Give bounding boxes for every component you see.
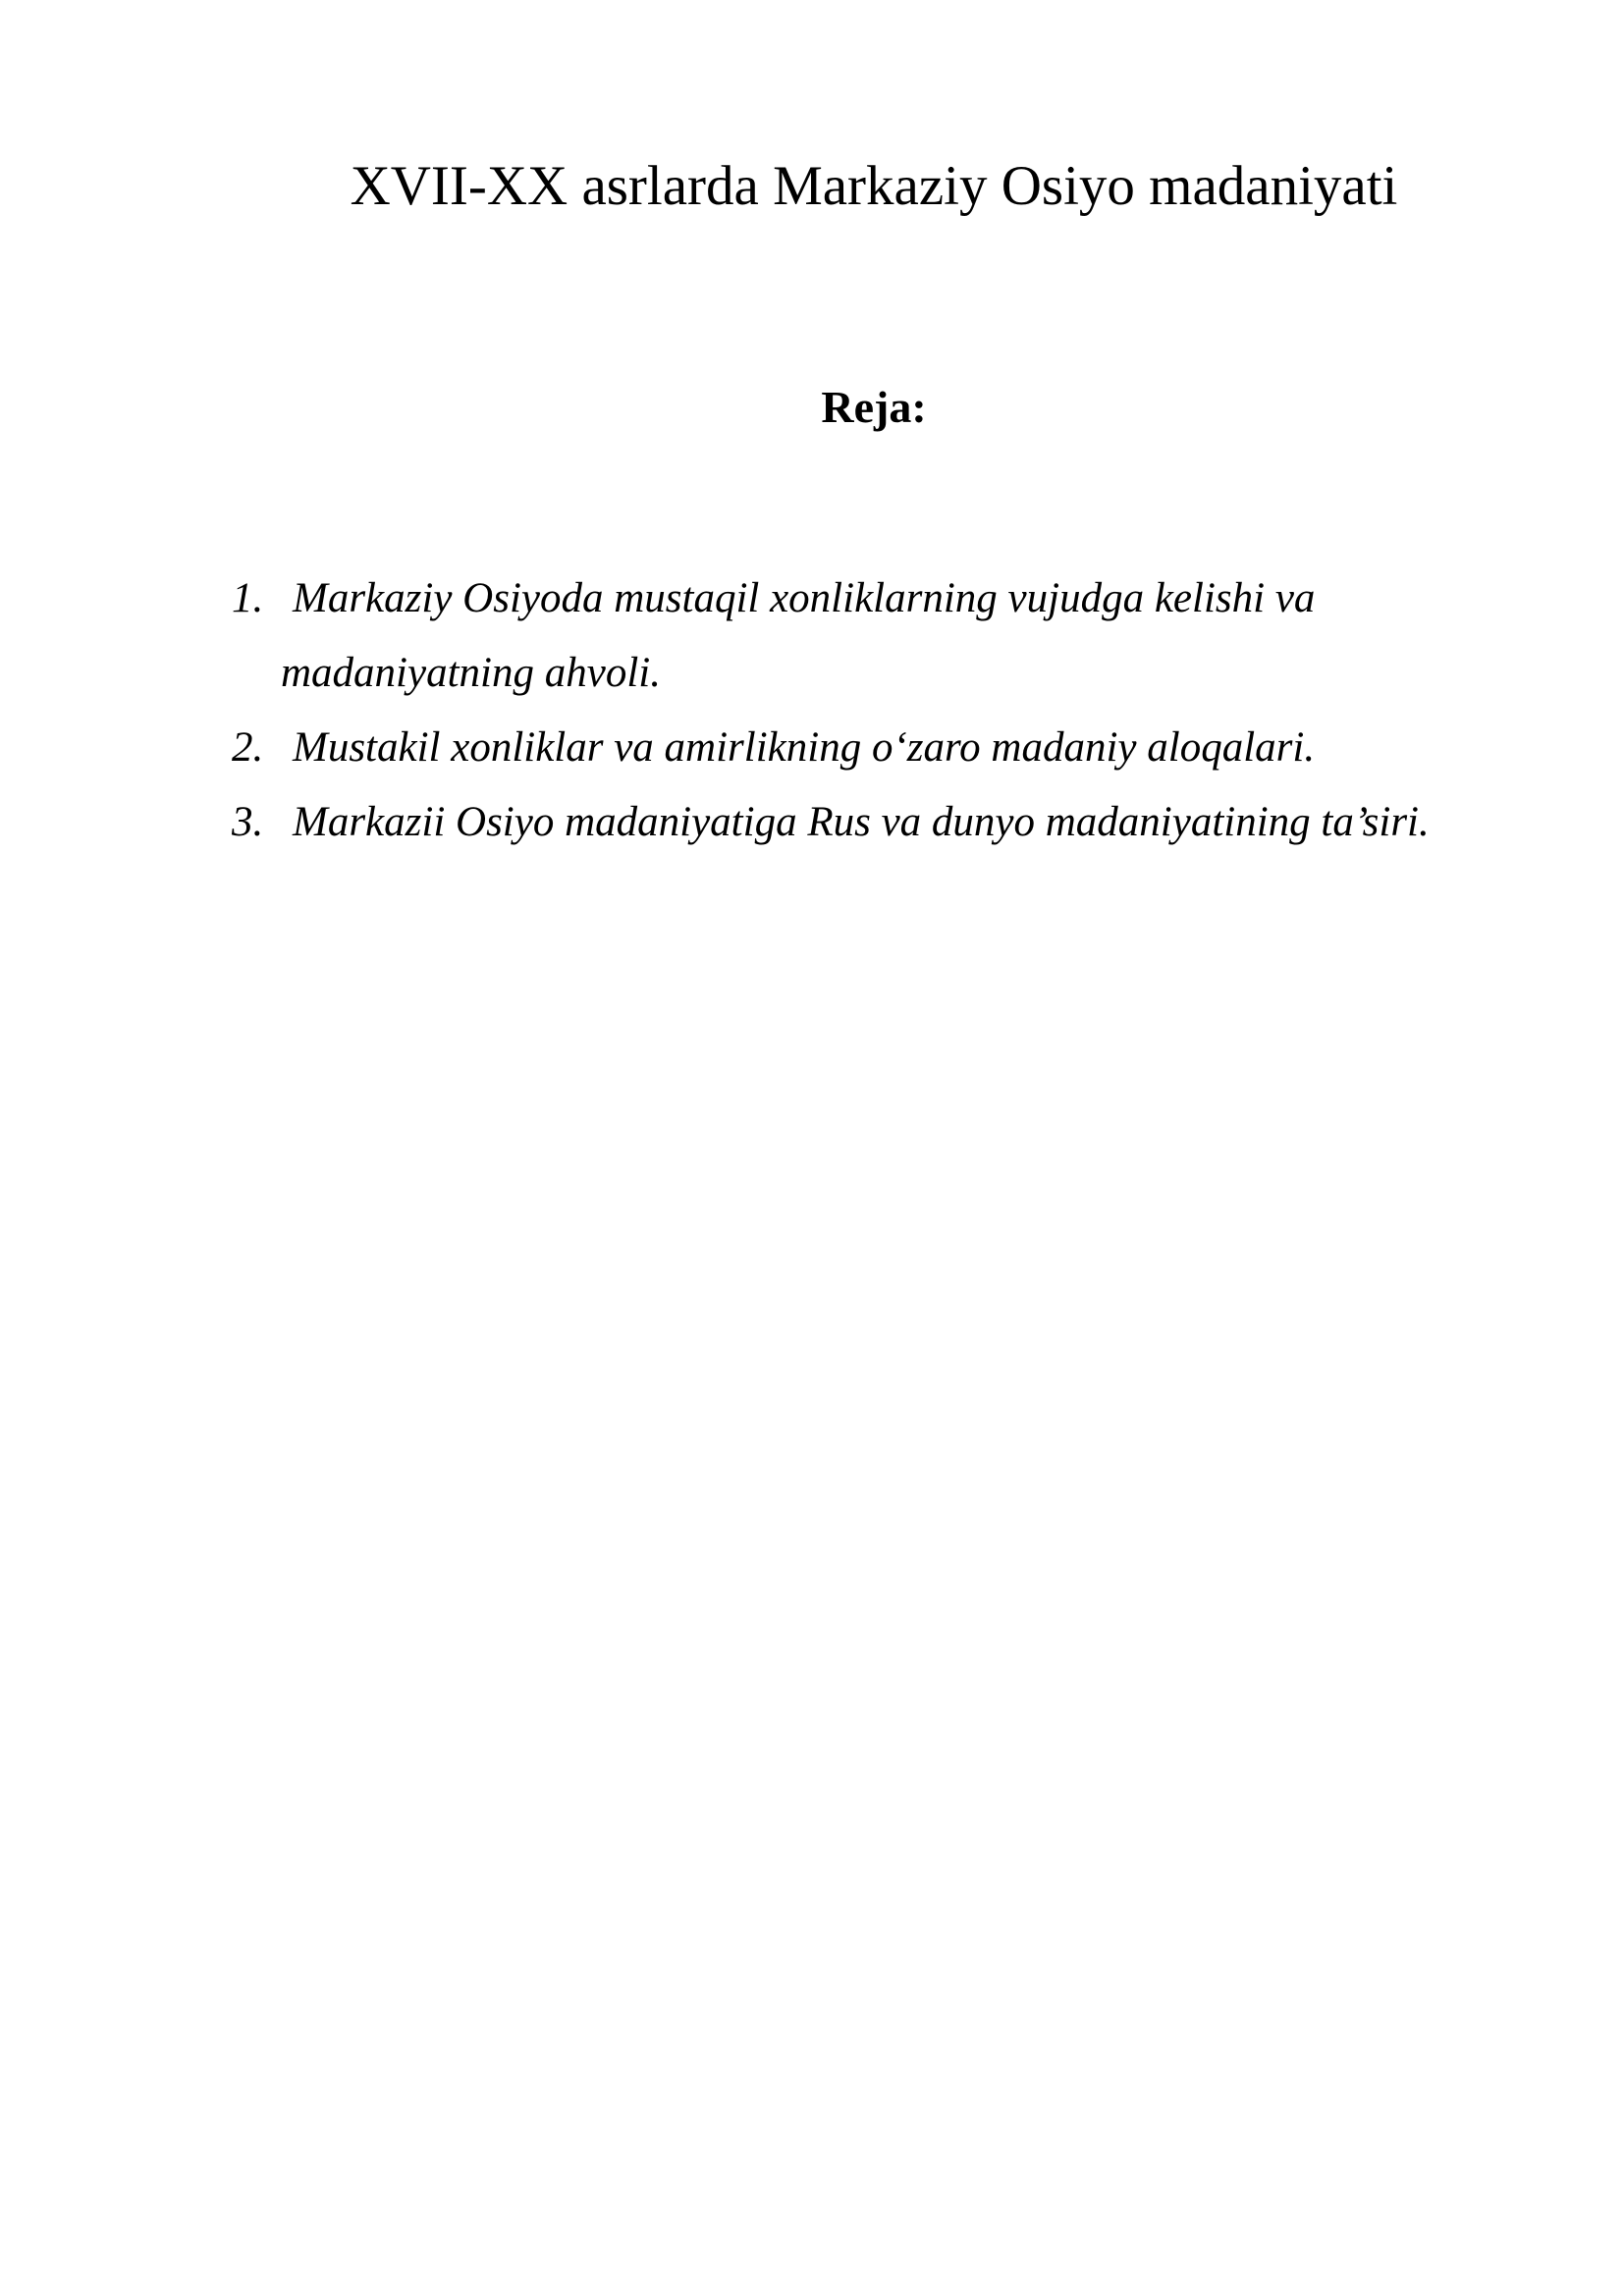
plan-item-text: Markaziy Osiyoda mustaqil xonliklarning vujudga kelishi va [293,575,1316,621]
plan-item-number: 1. [232,575,264,621]
plan-item-text: Markazii Osiyo madaniyatiga Rus va dunyo madaniyatining ta’siri. [293,799,1430,845]
plan-item-text: Mustakil xonliklar va amirlikning o‘zaro madaniy aloqalari. [293,724,1316,771]
plan-item-number: 3. [232,799,264,845]
plan-list [232,561,1538,860]
plan-heading: Reja: [821,382,927,432]
plan-item-number: 2. [232,724,264,771]
document-title: XVII-XX asrlarda Markaziy Osiyo madaniyati [350,155,1398,217]
plan-item-2 [232,711,1538,785]
plan-item-text-continuation: madaniyatning ahvoli. [281,650,661,696]
plan-item-3 [232,785,1538,860]
plan-item-1 [232,561,1538,711]
